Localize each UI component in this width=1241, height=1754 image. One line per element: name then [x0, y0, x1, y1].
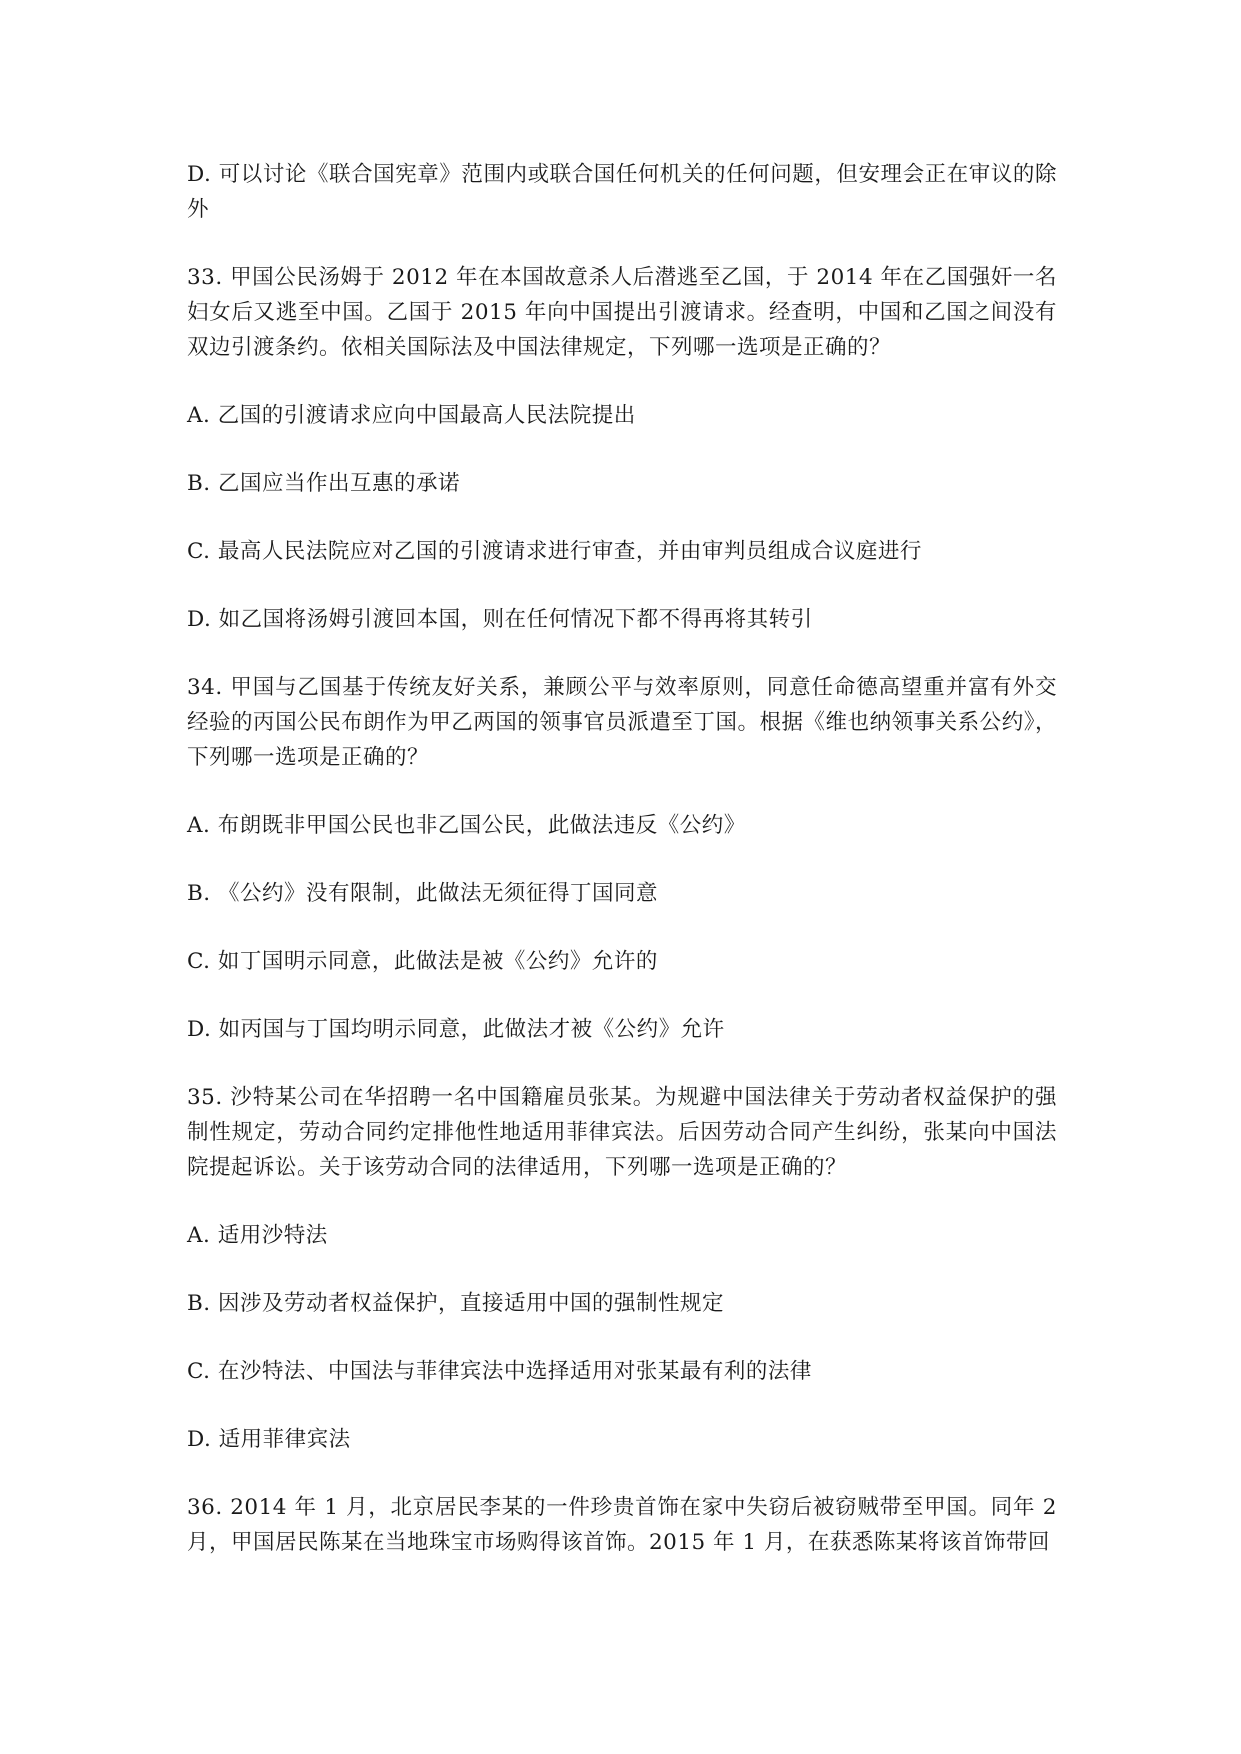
option-d-q32: D. 可以讨论《联合国宪章》范围内或联合国任何机关的任何问题，但安理会正在审议的除外: [187, 162, 1057, 222]
question-34: 34. 甲国与乙国基于传统友好关系，兼顾公平与效率原则，同意任命德高望重并富有外交经验的丙国公民布朗作为甲乙两国的领事官员派遣至丁国。根据《维也纳领事关系公约》，下列哪一选项是正确的？: [187, 675, 1057, 770]
question-35: 35. 沙特某公司在华招聘一名中国籍雇员张某。为规避中国法律关于劳动者权益保护的强制性规定，劳动合同约定排他性地适用菲律宾法。后因劳动合同产生纠纷，张某向中国法院提起诉讼。关于该劳动合同的法律适用，下列哪一选项是正确的？: [187, 1085, 1057, 1180]
option-a-q34: A. 布朗既非甲国公民也非乙国公民，此做法违反《公约》: [187, 813, 746, 838]
option-d-q34: D. 如丙国与丁国均明示同意，此做法才被《公约》允许: [187, 1017, 725, 1042]
option-a-q35: A. 适用沙特法: [187, 1223, 328, 1248]
option-b-q35: B. 因涉及劳动者权益保护，直接适用中国的强制性规定: [187, 1291, 724, 1316]
option-a-q33: A. 乙国的引渡请求应向中国最高人民法院提出: [187, 403, 636, 428]
document-body: [187, 157, 1057, 1593]
question-33: 33. 甲国公民汤姆于 2012 年在本国故意杀人后潜逃至乙国，于 2014 年在乙国强奸一名妇女后又逃至中国。乙国于 2015 年向中国提出引渡请求。经查明，中国和乙国之间没有双边引渡条约。依相关国际法及中国法律规定，下列哪一选项是正确的？: [187, 265, 1057, 360]
option-c-q34: C. 如丁国明示同意，此做法是被《公约》允许的: [187, 949, 658, 974]
question-36: 36. 2014 年 1 月，北京居民李某的一件珍贵首饰在家中失窃后被窃贼带至甲国。同年 2 月，甲国居民陈某在当地珠宝市场购得该首饰。2015 年 1 月，在获悉陈某将该首饰带回: [187, 1495, 1057, 1555]
option-d-q35: D. 适用菲律宾法: [187, 1427, 351, 1452]
option-c-q33: C. 最高人民法院应对乙国的引渡请求进行审查，并由审判员组成合议庭进行: [187, 539, 922, 564]
option-c-q35: C. 在沙特法、中国法与菲律宾法中选择适用对张某最有利的法律: [187, 1359, 812, 1384]
option-b-q33: B. 乙国应当作出互惠的承诺: [187, 471, 460, 496]
option-d-q33: D. 如乙国将汤姆引渡回本国，则在任何情况下都不得再将其转引: [187, 607, 813, 632]
option-b-q34: B. 《公约》没有限制，此做法无须征得丁国同意: [187, 881, 658, 906]
